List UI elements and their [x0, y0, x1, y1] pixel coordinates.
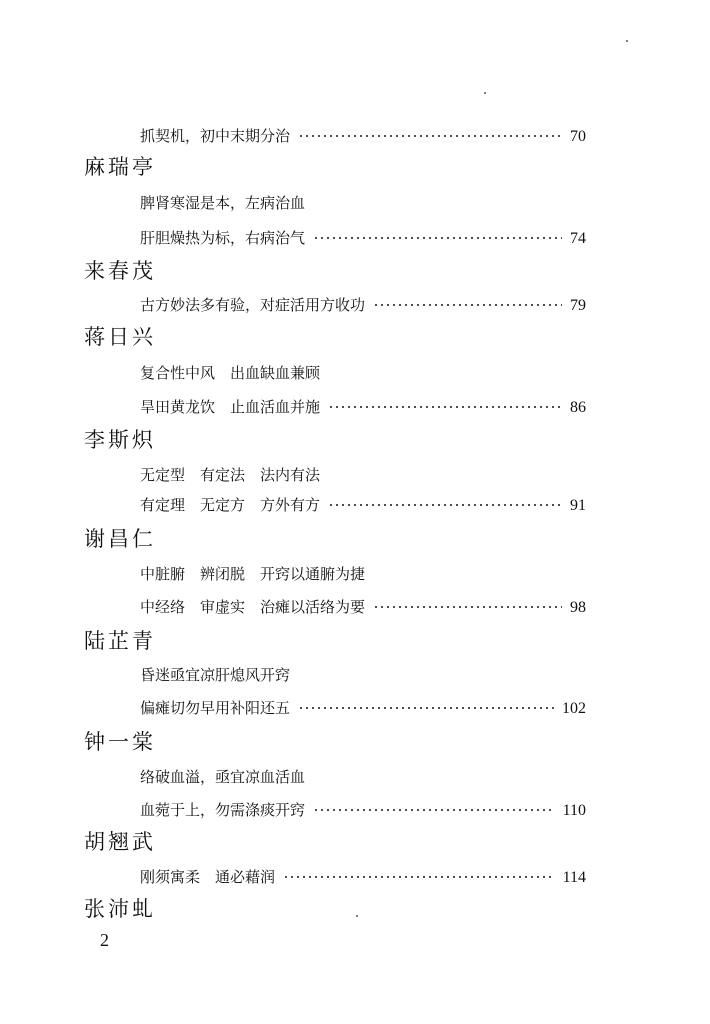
dot-leader [313, 809, 555, 811]
entry-page: 114 [562, 869, 586, 886]
dot-leader [298, 135, 562, 137]
entry-page: 86 [570, 399, 586, 416]
entry-title: 古方妙法多有验，对症活用方收功 [140, 296, 366, 314]
entry-title: 中经络 审虚实 治瘫以活络为要 [140, 598, 366, 616]
scan-speck [484, 92, 486, 94]
toc-entry[interactable] [140, 396, 586, 417]
author-heading: 蒋日兴 [84, 325, 156, 349]
entry-page: 79 [570, 297, 586, 314]
author-heading: 钟一棠 [84, 730, 156, 754]
toc-entry[interactable] [140, 125, 586, 146]
entry-title: 偏瘫切勿早用补阳还五 [140, 699, 291, 717]
entry-page: 110 [562, 802, 586, 819]
toc-subtitle: 复合性中风 出血缺血兼顾 [140, 364, 321, 382]
toc-entry[interactable] [140, 294, 586, 315]
entry-title: 有定理 无定方 方外有方 [140, 496, 321, 514]
dot-leader [283, 876, 555, 878]
toc-subtitle: 脾肾寒湿是本，左病治血 [140, 194, 306, 212]
toc-subtitle: 昏迷亟宜凉肝熄风开窍 [140, 666, 291, 684]
dot-leader [298, 707, 554, 709]
entry-page: 91 [570, 497, 586, 514]
dot-leader [373, 606, 562, 608]
entry-page: 70 [570, 128, 586, 145]
entry-title: 肝胆燥热为标，右病治气 [140, 229, 306, 247]
toc-entry[interactable] [140, 227, 586, 248]
entry-title: 血菀于上，勿需涤痰开窍 [140, 801, 306, 819]
author-heading: 李斯炽 [84, 428, 156, 452]
author-heading: 张沛虬 [84, 897, 156, 921]
dot-leader [328, 406, 562, 408]
toc-subtitle: 中脏腑 辨闭脱 开窍以通腑为捷 [140, 565, 366, 583]
entry-title: 旱田黄龙饮 止血活血并施 [140, 398, 321, 416]
toc-entry[interactable] [140, 697, 586, 718]
author-heading: 陆芷青 [84, 629, 156, 653]
dot-leader [313, 237, 562, 239]
page-number: 2 [100, 930, 109, 950]
dot-leader [328, 504, 562, 506]
toc-subtitle: 无定型 有定法 法内有法 [140, 466, 321, 484]
toc-entry[interactable] [140, 866, 586, 887]
entry-page: 98 [570, 599, 586, 616]
entry-title: 刚须寓柔 通必藉润 [140, 868, 276, 886]
scan-speck [626, 40, 628, 42]
dot-leader [373, 304, 562, 306]
entry-title: 抓契机，初中末期分治 [140, 127, 291, 145]
author-heading: 胡翘武 [84, 830, 156, 854]
author-heading: 麻瑞亭 [84, 155, 156, 179]
toc-subtitle: 络破血溢，亟宜凉血活血 [140, 768, 306, 786]
entry-page: 74 [570, 230, 586, 247]
author-heading: 谢昌仁 [84, 527, 156, 551]
toc-entry[interactable] [140, 596, 586, 617]
author-heading: 来春茂 [84, 259, 156, 283]
scan-speck [356, 915, 358, 917]
toc-entry[interactable] [140, 799, 586, 820]
toc-entry[interactable] [140, 494, 586, 515]
entry-page: 102 [562, 700, 586, 717]
